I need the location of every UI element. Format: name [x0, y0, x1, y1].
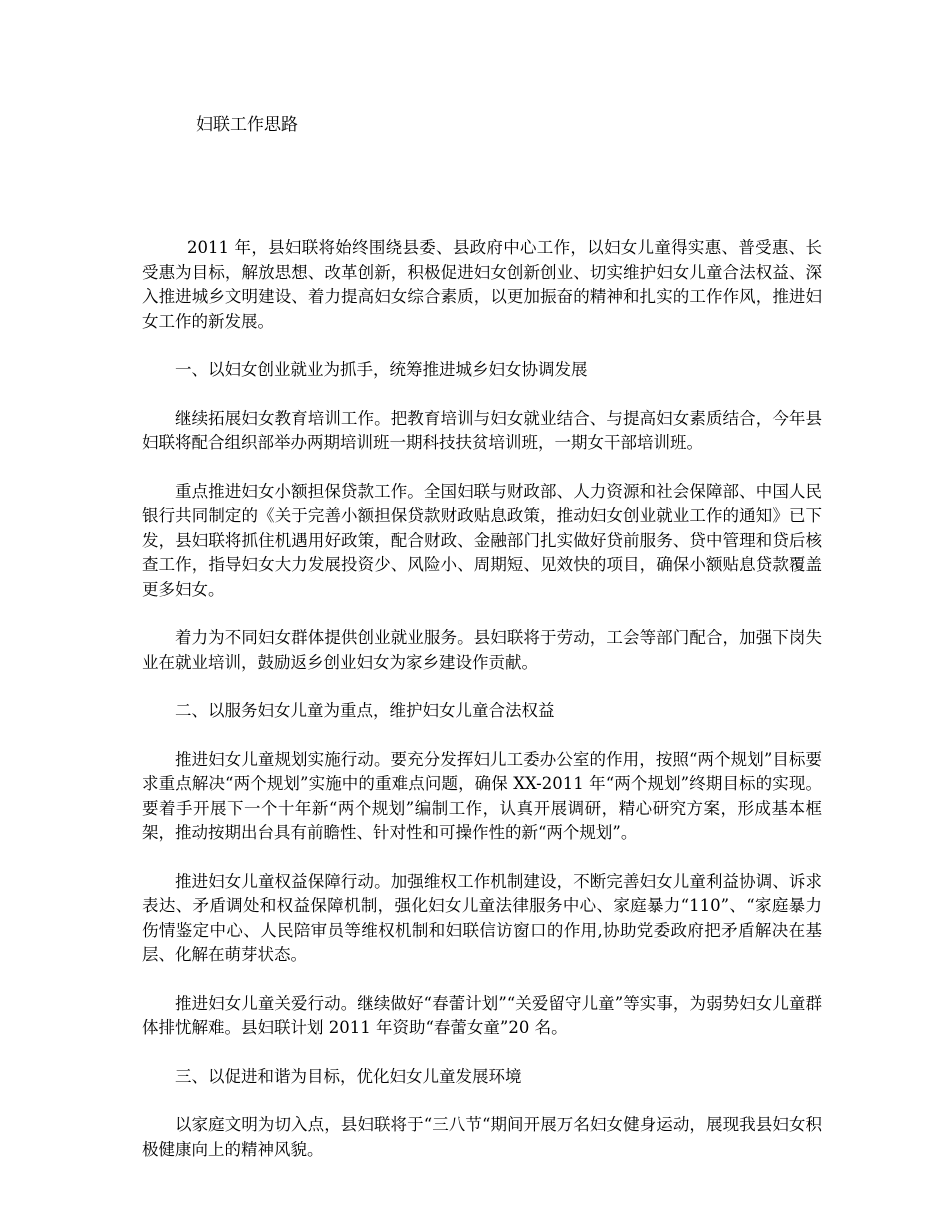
- section-1-heading: 一、以妇女创业就业为抓手，统筹推进城乡妇女协调发展: [175, 360, 588, 379]
- section-2-paragraph: 推进妇女儿童关爱行动。继续做好“春蕾计划”“关爱留守儿童”等实事，为弱势妇女儿童群体排忧解难。县妇联计划 2011 年资助“春蕾女童”20 名。: [142, 993, 822, 1037]
- section-3-paragraph: 以家庭文明为切入点，县妇联将于“三八节“期间开展万名妇女健身运动，展现我县妇女积极健康向上的精神风貌。: [142, 1115, 822, 1159]
- section-2-heading: 二、以服务妇女儿童为重点，维护妇女儿童合法权益: [175, 701, 555, 720]
- section-3-heading: 三、以促进和谐为目标，优化妇女儿童发展环境: [175, 1066, 522, 1086]
- intro-paragraph: 2011 年，县妇联将始终围绕县委、县政府中心工作，以妇女儿童得实惠、普受惠、长受惠为目标，解放思想、改革创新，积极促进妇女创新创业、切实维护妇女儿童合法权益、深入推进城乡文明建设、着力提高妇女综合素质，以更加振奋的精神和扎实的工作作风，推进妇女工作的新发展。: [142, 238, 822, 331]
- document-title: 妇联工作思路: [196, 115, 298, 135]
- section-2-paragraph: 推进妇女儿童规划实施行动。要充分发挥妇儿工委办公室的作用，按照“两个规划”目标要求重点解决“两个规划”实施中的重难点问题，确保 XX-2011 年“两个规划”终期目标的实现。要着手开展下一个十年新“两个规划”编制工作，认真开展调研，精心研究方案，形成基本框架，推动按期出台具有前瞻性、针对性和可操作性的新“两个规划”。: [142, 749, 822, 842]
- section-1-paragraph: 继续拓展妇女教育培训工作。把教育培训与妇女就业结合、与提高妇女素质结合，今年县妇联将配合组织部举办两期培训班一期科技扶贫培训班，一期女干部培训班。: [142, 408, 822, 452]
- section-1-paragraph: 重点推进妇女小额担保贷款工作。全国妇联与财政部、人力资源和社会保障部、中国人民银行共同制定的《关于完善小额担保贷款财政贴息政策，推动妇女创业就业工作的通知》已下发，县妇联将抓住机遇用好政策，配合财政、金融部门扎实做好贷前服务、贷中管理和贷后核查工作，指导妇女大力发展投资少、风险小、周期短、见效快的项目，确保小额贴息贷款覆盖更多妇女。: [142, 481, 822, 599]
- document-body: [142, 236, 822, 1186]
- section-1-paragraph: 着力为不同妇女群体提供创业就业服务。县妇联将于劳动，工会等部门配合，加强下岗失业在就业培训，鼓励返乡创业妇女为家乡建设作贡献。: [142, 628, 822, 672]
- section-2-paragraph: 推进妇女儿童权益保障行动。加强维权工作机制建设，不断完善妇女儿童利益协调、诉求表达、矛盾调处和权益保障机制，强化妇女儿童法律服务中心、家庭暴力“110”、“家庭暴力伤情鉴定中心、人民陪审员等维权机制和妇联信访窗口的作用,协助党委政府把矛盾解决在基层、化解在萌芽状态。: [142, 871, 822, 964]
